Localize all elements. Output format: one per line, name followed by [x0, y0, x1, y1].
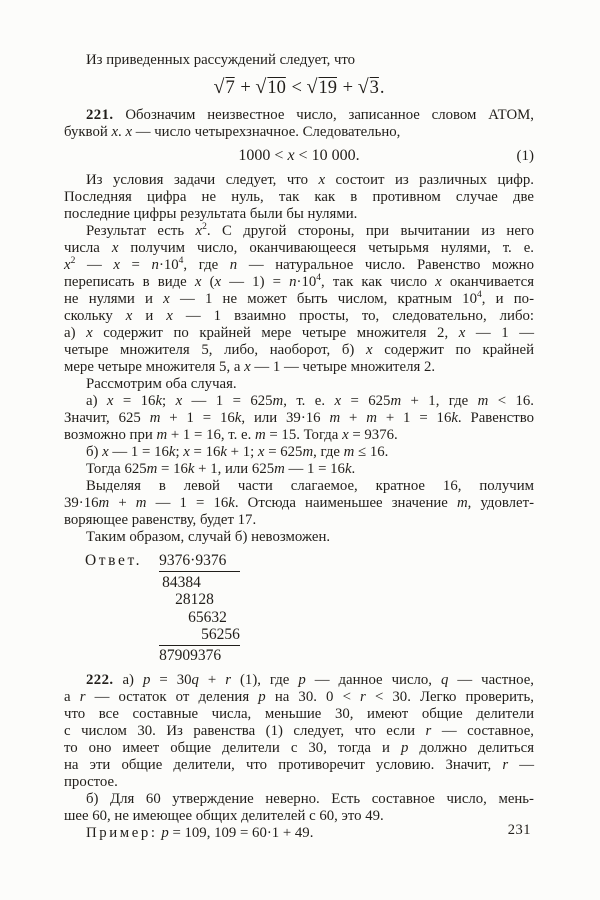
multiplication-result: 87909376: [159, 645, 240, 663]
equation-number: (1): [516, 148, 534, 164]
text-line: на эти общие делители, что противоречит условию. Значит, r —: [64, 757, 534, 773]
text-line: числа x получим число, оканчивающееся четырьмя нулями, т. е.: [64, 240, 534, 256]
text-line: переписать в виде x (x — $1) = n\cdot 10^4$, так как число x оканчивается: [64, 273, 535, 290]
text-line: воряющее равенству, будет 17.: [64, 512, 257, 528]
text-line: шее 60, не имеющее общих делителей с 60, это 49.: [64, 808, 384, 824]
answer-block: [64, 553, 534, 663]
text-line: мере четыре множителя 5, а x — 1 — четыре множителя 2.: [64, 359, 436, 375]
text-line: скольку x и x — 1 взаимно просты, то, следовательно, либо:: [64, 308, 534, 324]
text-line: то оно имеет общие делители с 30, тогда и p должно делиться: [64, 740, 534, 756]
radical-sign: √: [357, 76, 369, 98]
formula: [64, 75, 534, 100]
text-line: простое.: [64, 774, 118, 790]
text-line: $x^2$ — $x = n\cdot 10^4$, где n — натуральное число. Равенство можно: [64, 256, 534, 273]
partial-product: 28128: [175, 591, 214, 608]
formula-text: √7 + √10 < √19 + √3.: [213, 76, 385, 98]
text-line: б) Для 60 утверждение неверно. Есть составное число, мень-: [86, 791, 534, 807]
text-line: с числом 30. Из равенства (1) следует, что если r — составное,: [64, 723, 534, 739]
paragraph: [64, 791, 534, 825]
paragraph: [64, 172, 534, 223]
formula: [64, 146, 534, 166]
superscript: 4: [476, 290, 482, 301]
partial-product: 84384: [162, 573, 201, 591]
radicand: 3: [369, 78, 379, 98]
radicand: 19: [318, 78, 337, 98]
superscript: 4: [316, 273, 322, 284]
text-line: Из условия задачи следует, что x состоит из различных цифр.: [86, 172, 534, 188]
superscript: 4: [178, 256, 184, 267]
text-line: буквой x. x — число четырехзначное. Следовательно,: [64, 124, 401, 140]
text-line: Таким образом, случай б) невозможен.: [86, 529, 331, 545]
text-line: Значит, 625 m + 1 = 16k, или 39·16 m + m + 1 = 16k. Равенство: [64, 410, 535, 426]
text-line: а r — остаток от деления p на 30. 0 < r < 30. Легко проверить,: [64, 689, 534, 705]
radicand: 10: [267, 78, 286, 98]
text-line: возможно при m + 1 = 16, т. е. m = 15. Тогда x = 9376.: [64, 427, 398, 443]
text-line: а) x содержит по крайней мере четыре множителя 2, x — 1 —: [64, 325, 534, 341]
formula-text: 1000 < x < 10 000.: [238, 147, 360, 164]
text-line: не нулями и x — 1 не может быть числом, кратным $10^4$, и по-: [64, 290, 534, 307]
page-number: 231: [507, 822, 531, 838]
radical-sign: √: [255, 76, 267, 98]
text-line: 221. Обозначим неизвестное число, записанное словом АТОМ,: [86, 107, 534, 123]
radical-sign: √: [306, 76, 318, 98]
multiplication-expression: 9376·9376: [159, 553, 240, 572]
paragraph: [64, 478, 534, 529]
paragraph: [64, 376, 534, 393]
superscript: 2: [202, 222, 207, 233]
partial-product: 56256: [201, 626, 240, 643]
partial-product: 65632: [188, 608, 227, 626]
text-line: а) x = 16k; x — 1 = 625m, т. е. x = 625m + 1, где m < 16.: [86, 393, 534, 409]
paragraph: [64, 529, 534, 546]
letterspaced-word: Пример:: [86, 825, 158, 841]
text-line: 39·16m + m — 1 = 16k. Отсюда наименьшее значение m, удовлет-: [64, 495, 534, 511]
text-line: Тогда 625m = 16k + 1, или 625m — 1 = 16k.: [86, 461, 356, 477]
text-line: четыре множителя 5, либо, наоборот, б) x содержит по крайней: [64, 342, 534, 358]
text-line: Пример: p = 109, 109 = 60·1 + 49.: [86, 825, 314, 841]
paragraph: [64, 672, 534, 791]
text-line: б) x — 1 = 16k; x = 16k + 1; x = 625m, где m ≤ 16.: [86, 444, 389, 460]
radicand: 7: [225, 78, 235, 98]
answer-label: Ответ.: [85, 552, 143, 569]
radical-sign: √: [213, 76, 225, 98]
text-line: последние цифры результата были бы нулями.: [64, 206, 358, 222]
paragraph: [64, 825, 534, 842]
text-line: Рассмотрим оба случая.: [86, 376, 237, 392]
paragraph: [64, 393, 534, 444]
paragraph: [64, 107, 534, 141]
text-line: что все составные числа, меньшие 30, имеют общие делители: [64, 706, 534, 722]
text-line: Последняя цифра не нуль, так как в противном случае две: [64, 189, 534, 205]
text-line: 222. а) p = 30q + r (1), где p — данное число, q — частное,: [86, 672, 534, 688]
superscript: 2: [70, 256, 76, 267]
text-line: Результат есть $x^2$. С другой стороны, при вычитании из него: [86, 222, 534, 239]
page-content: [64, 52, 534, 842]
multiplication-column: [159, 553, 240, 663]
paragraph: [64, 52, 534, 69]
text-line: Выделяя в левой части слагаемое, кратное 16, получим: [86, 478, 534, 494]
paragraph: [64, 444, 534, 461]
text-line: Из приведенных рассуждений следует, что: [86, 52, 356, 68]
paragraph: [64, 461, 534, 478]
paragraph: [64, 223, 534, 376]
